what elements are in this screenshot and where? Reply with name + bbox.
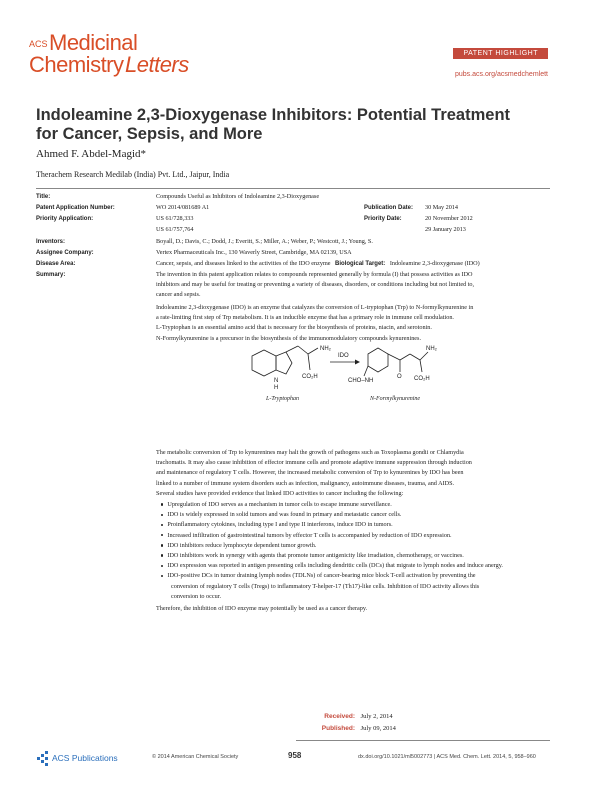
list-item-text: IDO-positive DCs in tumor draining lymph nodes (TDLNs) of cancer-bearing mice block T-cell activation by preventing the	[167, 572, 476, 580]
formylkynurenine-structure	[364, 348, 428, 376]
header-divider	[36, 188, 550, 189]
priority-application-label: Priority Application:	[36, 216, 94, 222]
published-label: Published:	[321, 725, 355, 732]
priority-date-value-2: 29 January 2013	[425, 226, 466, 233]
summary-p1-line: inhibitors and may be useful for treating or preventing a variety of diseases, disorders, or conditions including but not limited to,	[156, 281, 475, 289]
title-value: Compounds Useful as Inhibitors of Indoleamine 2,3-Dioxygenase	[156, 193, 320, 200]
reaction-arrowhead	[355, 360, 360, 365]
biological-target-value: Indoleamine 2,3-dioxygenase (IDO)	[389, 260, 480, 267]
inventors-value: Boyall, D.; Davis, C.; Dodd, J.; Everitt, S.; Miller, A.; Weber, P.; Westcott, J.; Young, S.	[156, 238, 373, 245]
formylkynurenine-amine: NH₂	[426, 346, 437, 352]
summary-p2-line: Indoleamine 2,3-dioxygenase (IDO) is an enzyme that catalyzes the conversion of L-tryptophan (Trp) to N-formylkynurenine in	[156, 304, 474, 311]
body-p3-line: trachomatis. It may also cause inhibition of effector immune cells and promote adaptive immune suppression through induction	[156, 459, 472, 467]
bullet-dot	[161, 514, 163, 516]
page-number: 958	[288, 751, 302, 760]
tryptophan-structure	[252, 346, 318, 376]
summary-p2-line: a rate-limiting first step of Trp metabolism. It is an inducible enzyme that has a primary role in immune cell modulation.	[156, 314, 454, 322]
formylkynurenine-formamide: CHO–NH	[348, 378, 374, 384]
body-p3-line: The metabolic conversion of Trp to kynurenines may halt the growth of pathogens such as Toxoplasma gondii or Chlamydia	[156, 449, 464, 456]
list-item-text: IDO expression was reported in antigen presenting cells including dendritic cells (DCs) that migrate to lymph nodes and induce anergy.	[167, 562, 503, 570]
author-name[interactable]: Ahmed F. Abdel-Magid*	[36, 148, 147, 160]
received-label: Received:	[324, 713, 355, 720]
bullet-dot	[161, 534, 163, 536]
publication-date-value: 30 May 2014	[425, 204, 458, 211]
list-item	[161, 500, 550, 510]
patent-highlight-badge: PATENT HIGHLIGHT	[453, 48, 548, 59]
journal-logo-letters: Letters	[125, 52, 189, 77]
disease-area-value: Cancer, sepsis, and diseases linked to the activities of the IDO enzyme	[156, 260, 331, 267]
list-item	[161, 520, 550, 530]
list-item	[161, 571, 550, 581]
summary-p1-line: cancer and sepsis.	[156, 291, 201, 299]
list-item-continuation: conversion of regulatory T cells (Tregs) to inflammatory T-helper-17 (Th17)-like cells. Inhibition of IDO activity allows this	[171, 582, 480, 590]
formylkynurenine-caption: N-Formylkynurenine	[370, 396, 421, 402]
body-paragraph-5: Therefore, the inhibition of IDO enzyme may potentially be used as a cancer therapy.	[156, 605, 368, 612]
title-label: Title:	[36, 194, 51, 200]
journal-logo-acs: ACS	[29, 39, 48, 49]
article-title-line2: for Cancer, Sepsis, and More	[36, 125, 263, 143]
list-item-continuation: conversion to occur.	[171, 592, 222, 600]
summary-label: Summary:	[36, 272, 66, 278]
body-paragraph-4: Several studies have provided evidence that linked IDO activities to cancer including the following:	[156, 490, 404, 497]
list-item-text: IDO inhibitors work in synergy with agents that promote tumor antigenicity like irradiation, chemotherapy, or vaccines.	[167, 552, 464, 560]
list-item-text: Proinflammatory cytokines, including type I and type II interferons, induce IDO in tumors.	[167, 521, 393, 529]
journal-logo	[29, 32, 189, 82]
inventors-label: Inventors:	[36, 239, 66, 245]
tryptophan-amine: NH₂	[320, 346, 331, 352]
acs-publications-text: ACS Publications	[52, 753, 118, 763]
disease-area-label: Disease Area:	[36, 261, 76, 267]
summary-paragraph-1	[156, 270, 550, 301]
patent-number-value: WO 2014/081689 A1	[156, 204, 210, 211]
list-item-text: IDO inhibitors reduce lymphocyte dependent tumor growth.	[167, 541, 317, 549]
tryptophan-indole-n: N	[274, 378, 279, 384]
journal-url-link[interactable]: pubs.acs.org/acsmedchemlett	[455, 71, 548, 78]
list-item	[161, 531, 550, 541]
summary-p2-line: L-Tryptophan is an essential amino acid that is necessary for the biosynthesis of proteins, niacin, and serotonin.	[156, 324, 432, 332]
publication-date-label: Publication Date:	[364, 205, 414, 211]
bullet-dot	[161, 503, 163, 505]
acs-publications-logo[interactable]	[36, 749, 146, 767]
list-item	[161, 510, 550, 520]
priority-application-value-2: US 61/757,764	[156, 226, 194, 233]
summary-p1-line: The invention in this patent application relates to compounds represented generally by formula (I) that possess activities as IDO	[156, 271, 473, 278]
ido-reaction-scheme	[230, 338, 440, 428]
article-title	[36, 106, 536, 144]
formylkynurenine-ketone: O	[397, 374, 402, 380]
list-item	[161, 561, 550, 571]
bullet-dot	[161, 575, 163, 577]
priority-date-value-1: 20 November 2012	[425, 215, 473, 222]
evidence-bullet-list	[161, 500, 550, 602]
assignee-label: Assignee Company:	[36, 250, 94, 256]
list-item	[161, 551, 550, 561]
body-p3-line: linked to a number of immune system disorders such as infection, malignancy, autoimmune diseases, trauma, and AIDS.	[156, 479, 455, 487]
disease-area-row	[156, 260, 480, 267]
dates-divider	[296, 740, 550, 741]
article-title-line1: Indoleamine 2,3-Dioxygenase Inhibitors: Potential Treatment	[36, 106, 511, 124]
formylkynurenine-benzene-ring	[368, 348, 388, 372]
bullet-dot	[161, 565, 163, 567]
body-paragraph-3	[156, 448, 550, 489]
formylkynurenine-chain	[388, 354, 400, 360]
list-item-text: Increased infiltration of gastrointestinal tumors by effector T cells is accompanied by reduction of IDO expression.	[167, 531, 452, 539]
published-date-row	[313, 725, 396, 732]
tryptophan-indole-h: H	[274, 385, 279, 391]
list-item-text: IDO is widely expressed in solid tumors and was found in primary and metastatic cancer cells.	[167, 511, 402, 519]
assignee-value: Vertex Pharmaceuticals Inc., 130 Waverly Street, Cambridge, MA 02139, USA	[156, 249, 352, 256]
body-p3-line: and maintenance of regulatory T cells. However, the increased metabolic conversion of Trp to kynurenines by IDO has been	[156, 469, 464, 477]
bullet-dot	[161, 544, 163, 546]
published-value: July 09, 2014	[360, 725, 396, 732]
tryptophan-pyrrole-ring	[276, 352, 292, 374]
received-date-row	[313, 713, 393, 720]
patent-number-label: Patent Application Number:	[36, 205, 115, 211]
bullet-dot	[161, 554, 163, 556]
formylkynurenine-acid: CO₂H	[414, 376, 430, 382]
tryptophan-benzene-ring	[252, 350, 276, 376]
footer-doi-citation[interactable]: dx.doi.org/10.1021/ml5002773 | ACS Med. Chem. Lett. 2014, 5, 958–960	[358, 754, 536, 760]
footer-copyright: © 2014 American Chemical Society	[152, 754, 239, 760]
received-value: July 2, 2014	[360, 713, 393, 720]
list-item-text: Upregulation of IDO serves as a mechanism in tumor cells to escape immune surveillance.	[167, 501, 392, 508]
priority-date-label: Priority Date:	[364, 216, 402, 222]
list-item	[161, 541, 550, 551]
journal-logo-chemistry: Chemistry	[29, 52, 124, 77]
journal-logo-medicinal: Medicinal	[49, 30, 138, 55]
author-affiliation: Therachem Research Medilab (India) Pvt. Ltd., Jaipur, India	[36, 170, 230, 179]
tryptophan-acid: CO₂H	[302, 374, 318, 380]
acs-publications-icon	[37, 751, 48, 766]
ido-enzyme-label: IDO	[338, 353, 349, 359]
tryptophan-side-chain	[286, 346, 298, 352]
tryptophan-caption: L-Tryptophan	[266, 396, 300, 402]
biological-target-label: Biological Target:	[335, 261, 386, 267]
bullet-dot	[161, 524, 163, 526]
summary-p2-line: N-Formylkynurenine is a precursor in the biosynthesis of the immunomodulatory compounds kynurenines.	[156, 334, 421, 342]
priority-application-value-1: US 61/728,333	[156, 215, 194, 222]
